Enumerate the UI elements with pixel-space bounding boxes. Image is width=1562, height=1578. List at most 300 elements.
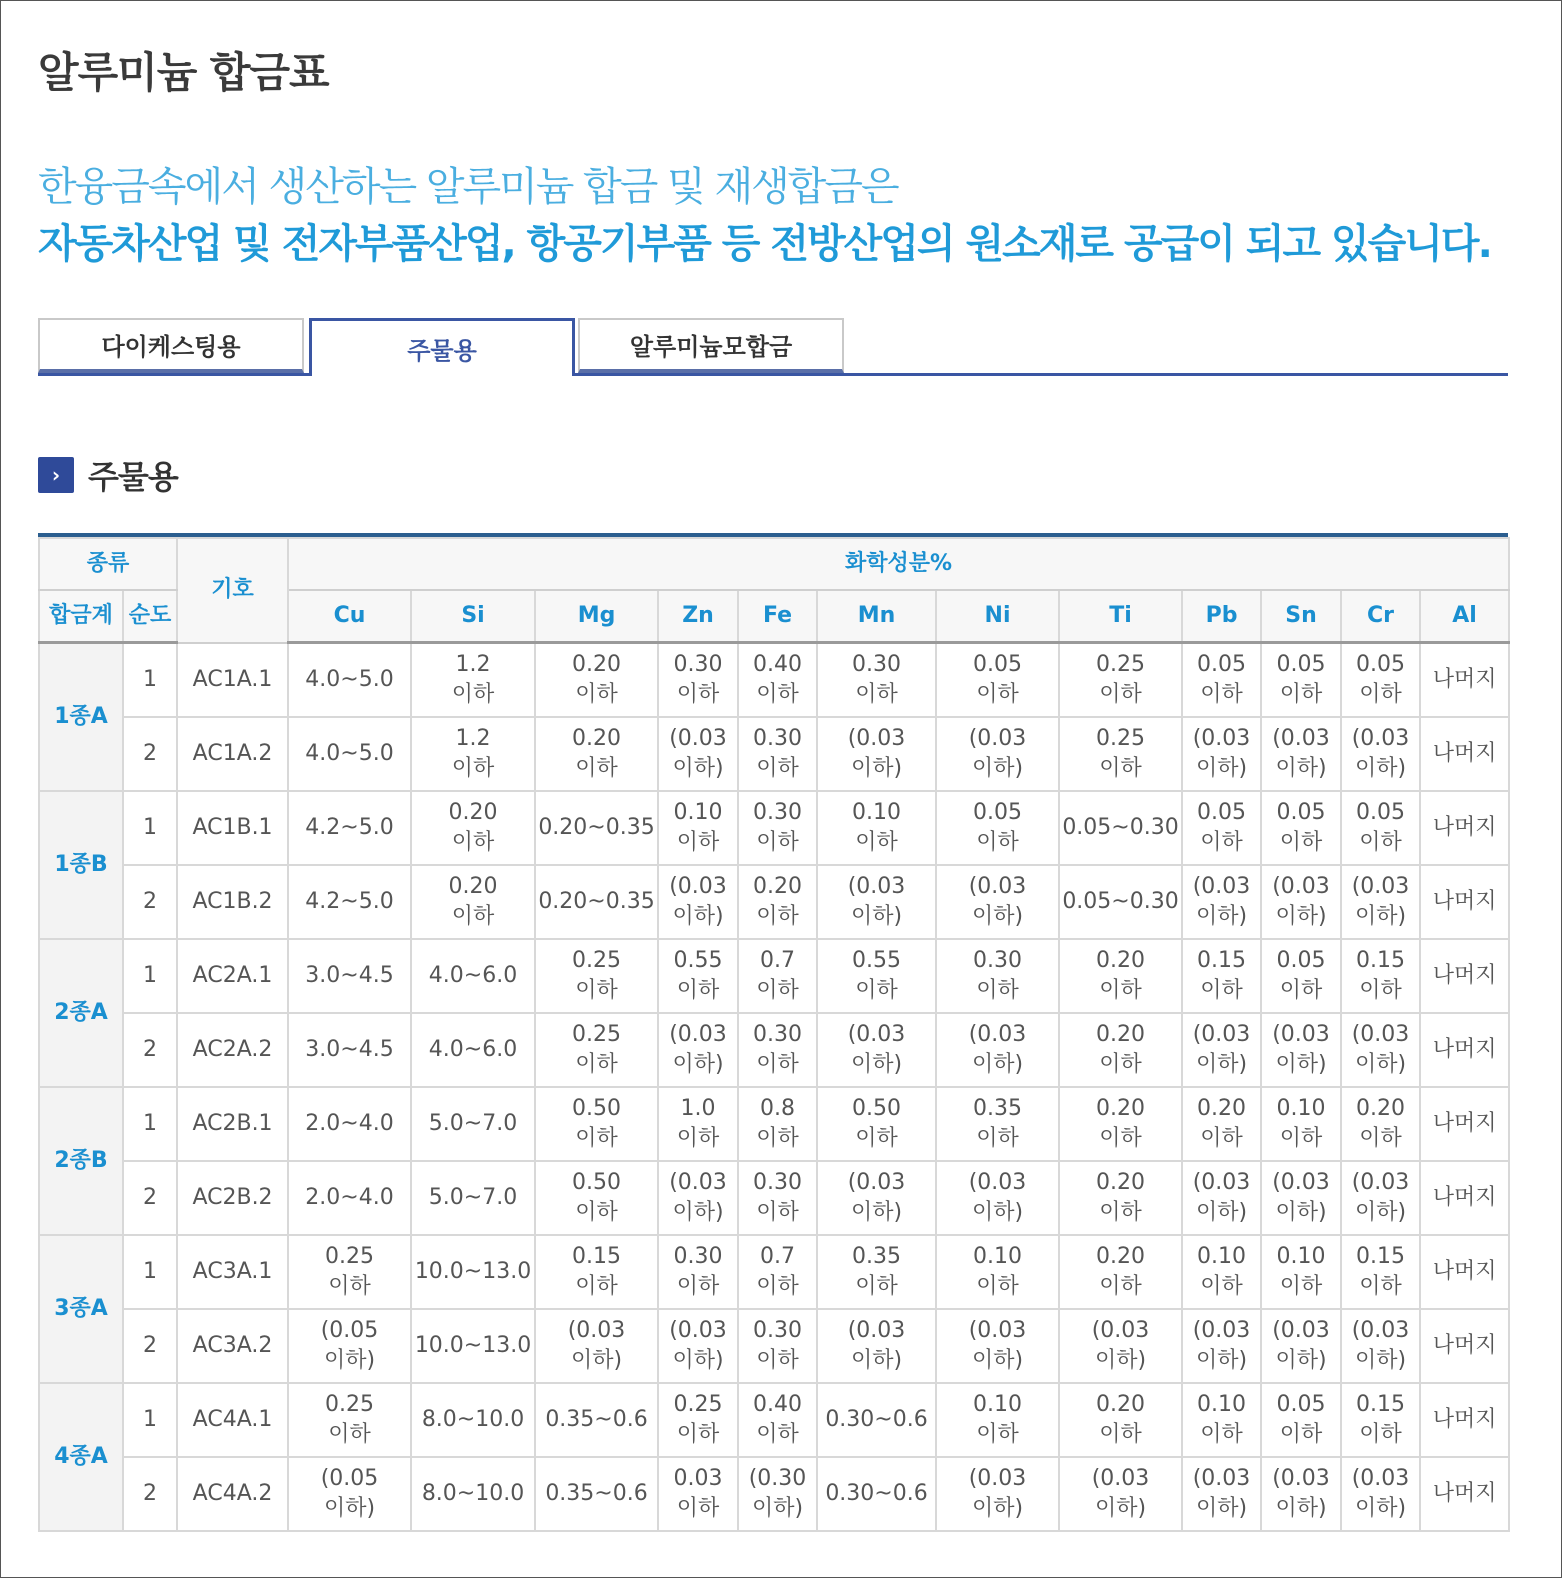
cell-text: 0.20 bbox=[448, 800, 498, 825]
composition-cell bbox=[1341, 1235, 1420, 1309]
cell-text: 이하 bbox=[1359, 682, 1402, 707]
cell-text: 0.25 bbox=[1096, 652, 1145, 677]
cell-text: (0.03 bbox=[1351, 1022, 1410, 1047]
composition-cell bbox=[411, 865, 535, 939]
cell-text: 이하 bbox=[1279, 830, 1323, 855]
composition-cell bbox=[1261, 1013, 1341, 1087]
cell-text: 0.35~0.6 bbox=[545, 1407, 648, 1432]
cell-text: 이하) bbox=[971, 1348, 1024, 1373]
composition-cell bbox=[1341, 643, 1420, 718]
composition-cell bbox=[1059, 717, 1182, 791]
composition-cell bbox=[936, 791, 1059, 865]
purity-cell: 1 bbox=[123, 1235, 177, 1309]
composition-cell bbox=[1341, 717, 1420, 791]
cell-text: (0.03 bbox=[1272, 1318, 1330, 1343]
composition-cell bbox=[658, 939, 738, 1013]
cell-text: 0.10 bbox=[973, 1244, 1022, 1269]
cell-text: 5.0~7.0 bbox=[428, 1111, 518, 1136]
composition-cell bbox=[738, 865, 817, 939]
symbol-cell: AC2B.1 bbox=[177, 1087, 288, 1161]
tab-master-alloy[interactable]: 알루미늄모합금 bbox=[578, 318, 844, 373]
composition-cell bbox=[1182, 1161, 1261, 1235]
cell-text: 나머지 bbox=[1432, 889, 1497, 914]
symbol-cell: AC2A.2 bbox=[177, 1013, 288, 1087]
cell-text: 이하 bbox=[328, 1274, 371, 1299]
tab-casting[interactable]: 주물용 bbox=[309, 318, 575, 376]
cell-text: 0.20 bbox=[448, 874, 498, 899]
cell-text: 0.20 bbox=[1096, 1244, 1145, 1269]
purity-cell: 1 bbox=[123, 643, 177, 718]
cell-text: 이하 bbox=[976, 1274, 1019, 1299]
composition-cell bbox=[817, 1383, 936, 1457]
composition-cell bbox=[817, 1087, 936, 1161]
cell-text: (0.03 bbox=[968, 1022, 1027, 1047]
header-element: Mg bbox=[535, 590, 658, 643]
cell-text: 이하) bbox=[1275, 1496, 1327, 1521]
composition-cell bbox=[535, 865, 658, 939]
cell-text: 이하 bbox=[1359, 1126, 1402, 1151]
cell-text: 이하) bbox=[1094, 1348, 1147, 1373]
symbol-cell: AC4A.2 bbox=[177, 1457, 288, 1531]
composition-cell bbox=[1182, 939, 1261, 1013]
cell-text: 0.20 bbox=[1096, 948, 1145, 973]
composition-cell bbox=[1261, 1161, 1341, 1235]
cell-text: (0.03 bbox=[847, 726, 906, 751]
cell-text: 이하 bbox=[1359, 1274, 1402, 1299]
cell-text: 0.20 bbox=[1356, 1096, 1405, 1121]
composition-cell bbox=[535, 1087, 658, 1161]
composition-cell bbox=[1261, 1383, 1341, 1457]
composition-cell bbox=[288, 865, 411, 939]
cell-text: 이하 bbox=[1099, 1200, 1142, 1225]
cell-text: 4.0~6.0 bbox=[428, 1037, 518, 1062]
cell-text: (0.03 bbox=[1091, 1318, 1150, 1343]
symbol-cell: AC2A.1 bbox=[177, 939, 288, 1013]
composition-cell bbox=[658, 1309, 738, 1383]
cell-text: 이하 bbox=[756, 978, 799, 1003]
cell-text: 0.10 bbox=[1276, 1244, 1326, 1269]
cell-text: 4.2~5.0 bbox=[305, 889, 394, 914]
cell-text: 0.15 bbox=[1356, 948, 1405, 973]
cell-text: 이하 bbox=[1099, 1126, 1142, 1151]
composition-cell bbox=[1341, 1161, 1420, 1235]
cell-text: (0.03 bbox=[1192, 726, 1251, 751]
cell-text: 이하 bbox=[676, 1422, 720, 1447]
symbol-cell: AC4A.1 bbox=[177, 1383, 288, 1457]
cell-text: (0.03 bbox=[669, 1318, 727, 1343]
cell-text: 이하 bbox=[451, 904, 495, 929]
cell-text: 0.50 bbox=[852, 1096, 901, 1121]
cell-text: (0.03 bbox=[968, 1466, 1027, 1491]
cell-text: 나머지 bbox=[1432, 1259, 1497, 1284]
cell-text: 0.20 bbox=[572, 726, 621, 751]
composition-cell bbox=[738, 1161, 817, 1235]
composition-cell bbox=[738, 1457, 817, 1531]
composition-cell bbox=[1341, 939, 1420, 1013]
table-row bbox=[39, 1235, 1509, 1309]
cell-text: 이하 bbox=[1200, 1422, 1243, 1447]
cell-text: 이하 bbox=[451, 830, 495, 855]
cell-text: 0.15 bbox=[1356, 1392, 1405, 1417]
composition-cell bbox=[288, 939, 411, 1013]
section-heading bbox=[38, 452, 178, 498]
cell-text: 이하 bbox=[976, 1126, 1019, 1151]
composition-cell bbox=[936, 717, 1059, 791]
cell-text: (0.03 bbox=[1351, 726, 1410, 751]
cell-text: 0.15 bbox=[572, 1244, 621, 1269]
symbol-cell: AC1A.1 bbox=[177, 643, 288, 718]
cell-text: 0.05 bbox=[1356, 800, 1405, 825]
composition-cell bbox=[817, 1161, 936, 1235]
composition-cell bbox=[1420, 1309, 1509, 1383]
cell-text: 0.10 bbox=[1276, 1096, 1326, 1121]
composition-cell bbox=[288, 717, 411, 791]
cell-text: 이하 bbox=[855, 978, 898, 1003]
cell-text: 이하) bbox=[1354, 904, 1407, 929]
cell-text: 이하 bbox=[1279, 978, 1323, 1003]
composition-cell bbox=[1341, 791, 1420, 865]
cell-text: 0.05 bbox=[1276, 948, 1326, 973]
composition-cell bbox=[1341, 1457, 1420, 1531]
composition-cell bbox=[1059, 1161, 1182, 1235]
cell-text: 이하 bbox=[575, 1052, 618, 1077]
cell-text: 0.20 bbox=[1197, 1096, 1246, 1121]
composition-cell bbox=[411, 1235, 535, 1309]
cell-text: 10.0~13.0 bbox=[414, 1333, 532, 1358]
tab-diecasting[interactable]: 다이케스팅용 bbox=[38, 318, 304, 373]
cell-text: 0.55 bbox=[852, 948, 901, 973]
intro-line-2: 자동차산업 및 전자부품산업, 항공기부품 등 전방산업의 원소재로 공급이 되고 있습니다. bbox=[38, 221, 1491, 267]
cell-text: 이하 bbox=[575, 682, 618, 707]
table-row bbox=[39, 939, 1509, 1013]
table-row bbox=[39, 1457, 1509, 1531]
alloy-series-cell: 2종A bbox=[39, 939, 123, 1087]
symbol-cell: AC3A.1 bbox=[177, 1235, 288, 1309]
cell-text: 이하 bbox=[855, 682, 898, 707]
cell-text: 이하 bbox=[451, 756, 495, 781]
header-chem: 화학성분% bbox=[288, 538, 1509, 590]
composition-cell bbox=[288, 1087, 411, 1161]
composition-cell bbox=[1341, 1383, 1420, 1457]
composition-cell bbox=[1059, 1309, 1182, 1383]
cell-text: 이하) bbox=[971, 756, 1024, 781]
cell-text: 0.05 bbox=[1276, 800, 1326, 825]
cell-text: 이하 bbox=[676, 682, 720, 707]
cell-text: 이하) bbox=[850, 904, 903, 929]
composition-cell bbox=[1182, 717, 1261, 791]
cell-text: 이하 bbox=[756, 1274, 799, 1299]
composition-cell bbox=[1420, 643, 1509, 718]
cell-text: 이하) bbox=[1275, 756, 1327, 781]
cell-text: (0.03 bbox=[968, 1318, 1027, 1343]
cell-text: 이하 bbox=[756, 1126, 799, 1151]
cell-text: 나머지 bbox=[1432, 1111, 1497, 1136]
composition-cell bbox=[411, 1383, 535, 1457]
cell-text: 5.0~7.0 bbox=[428, 1185, 518, 1210]
composition-cell bbox=[658, 1161, 738, 1235]
table-row bbox=[39, 1087, 1509, 1161]
cell-text: 이하) bbox=[971, 904, 1024, 929]
composition-cell bbox=[738, 1309, 817, 1383]
cell-text: 이하 bbox=[676, 1496, 720, 1521]
cell-text: 0.20 bbox=[1096, 1392, 1145, 1417]
composition-cell bbox=[1261, 791, 1341, 865]
cell-text: 0.7 bbox=[760, 948, 796, 973]
purity-cell: 1 bbox=[123, 791, 177, 865]
header-series: 합금계 bbox=[39, 590, 123, 643]
cell-text: 이하) bbox=[1354, 1052, 1407, 1077]
cell-text: 8.0~10.0 bbox=[421, 1407, 525, 1432]
purity-cell: 2 bbox=[123, 717, 177, 791]
purity-cell: 1 bbox=[123, 1383, 177, 1457]
cell-text: 이하) bbox=[850, 1052, 903, 1077]
composition-cell bbox=[936, 939, 1059, 1013]
cell-text: 이하) bbox=[1195, 756, 1248, 781]
composition-cell bbox=[288, 1161, 411, 1235]
composition-cell bbox=[288, 1013, 411, 1087]
composition-cell bbox=[1341, 1087, 1420, 1161]
table-row bbox=[39, 1309, 1509, 1383]
cell-text: 이하 bbox=[855, 1274, 898, 1299]
composition-cell bbox=[288, 1383, 411, 1457]
composition-cell bbox=[1420, 717, 1509, 791]
cell-text: 이하 bbox=[756, 830, 799, 855]
cell-text: 0.50 bbox=[572, 1096, 621, 1121]
cell-text: 이하) bbox=[1354, 1200, 1407, 1225]
cell-text: 이하 bbox=[1359, 978, 1402, 1003]
symbol-cell: AC2B.2 bbox=[177, 1161, 288, 1235]
purity-cell: 2 bbox=[123, 1013, 177, 1087]
cell-text: (0.03 bbox=[847, 1318, 906, 1343]
cell-text: 이하 bbox=[1200, 830, 1243, 855]
alloy-series-cell: 1종B bbox=[39, 791, 123, 939]
cell-text: 0.30 bbox=[673, 652, 723, 677]
purity-cell: 2 bbox=[123, 865, 177, 939]
cell-text: 0.20~0.35 bbox=[538, 889, 655, 914]
cell-text: 0.55 bbox=[673, 948, 723, 973]
table-row bbox=[39, 643, 1509, 718]
cell-text: 0.05 bbox=[1197, 800, 1246, 825]
table-row bbox=[39, 1013, 1509, 1087]
composition-cell bbox=[1182, 865, 1261, 939]
cell-text: 나머지 bbox=[1432, 1185, 1497, 1210]
cell-text: 0.20 bbox=[572, 652, 621, 677]
composition-cell bbox=[1261, 1235, 1341, 1309]
page-title: 알루미늄 합금표 bbox=[38, 48, 329, 97]
alloy-table-wrapper bbox=[38, 533, 1508, 1532]
composition-cell bbox=[1261, 939, 1341, 1013]
composition-cell bbox=[535, 1457, 658, 1531]
composition-cell bbox=[411, 1457, 535, 1531]
cell-text: 0.10 bbox=[973, 1392, 1022, 1417]
cell-text: 나머지 bbox=[1432, 667, 1497, 692]
cell-text: 0.30~0.6 bbox=[825, 1407, 928, 1432]
cell-text: 이하 bbox=[976, 1422, 1019, 1447]
composition-cell bbox=[936, 1457, 1059, 1531]
cell-text: (0.03 bbox=[968, 1170, 1027, 1195]
header-kind: 종류 bbox=[39, 538, 177, 590]
cell-text: (0.03 bbox=[1192, 1318, 1251, 1343]
cell-text: 이하) bbox=[570, 1348, 623, 1373]
composition-cell bbox=[817, 791, 936, 865]
cell-text: 이하 bbox=[1359, 1422, 1402, 1447]
cell-text: 0.20 bbox=[1096, 1170, 1145, 1195]
cell-text: (0.05 bbox=[320, 1466, 379, 1491]
table-row bbox=[39, 1383, 1509, 1457]
composition-cell bbox=[936, 1087, 1059, 1161]
cell-text: (0.03 bbox=[669, 726, 727, 751]
cell-text: 0.05~0.30 bbox=[1062, 889, 1179, 914]
alloy-series-cell: 1종A bbox=[39, 643, 123, 792]
cell-text: 3.0~4.5 bbox=[305, 1037, 394, 1062]
cell-text: 0.15 bbox=[1356, 1244, 1405, 1269]
cell-text: 이하) bbox=[672, 1348, 724, 1373]
cell-text: 이하 bbox=[855, 1126, 898, 1151]
composition-cell bbox=[535, 791, 658, 865]
header-element: Sn bbox=[1261, 590, 1341, 643]
cell-text: 이하) bbox=[1275, 904, 1327, 929]
cell-text: 0.05 bbox=[1276, 1392, 1326, 1417]
composition-cell bbox=[817, 717, 936, 791]
purity-cell: 1 bbox=[123, 1087, 177, 1161]
cell-text: 이하 bbox=[1099, 978, 1142, 1003]
symbol-cell: AC3A.2 bbox=[177, 1309, 288, 1383]
cell-text: 이하 bbox=[756, 756, 799, 781]
cell-text: 이하) bbox=[1094, 1496, 1147, 1521]
cell-text: 0.40 bbox=[753, 652, 802, 677]
cell-text: 이하) bbox=[323, 1496, 376, 1521]
cell-text: 0.35~0.6 bbox=[545, 1481, 648, 1506]
cell-text: 0.10 bbox=[1197, 1244, 1246, 1269]
cell-text: 이하 bbox=[1099, 682, 1142, 707]
composition-cell bbox=[411, 791, 535, 865]
composition-cell bbox=[1341, 1013, 1420, 1087]
cell-text: 0.25 bbox=[325, 1244, 374, 1269]
cell-text: (0.03 bbox=[1192, 1022, 1251, 1047]
cell-text: 이하 bbox=[575, 1200, 618, 1225]
purity-cell: 2 bbox=[123, 1309, 177, 1383]
cell-text: (0.03 bbox=[1351, 874, 1410, 899]
cell-text: 이하 bbox=[756, 904, 799, 929]
cell-text: 이하 bbox=[575, 1126, 618, 1151]
composition-cell bbox=[1059, 939, 1182, 1013]
composition-cell bbox=[1182, 1383, 1261, 1457]
cell-text: (0.03 bbox=[847, 1170, 906, 1195]
cell-text: 8.0~10.0 bbox=[421, 1481, 525, 1506]
composition-cell bbox=[1420, 791, 1509, 865]
composition-cell bbox=[936, 643, 1059, 718]
chevron-right-icon: › bbox=[38, 457, 74, 493]
cell-text: 0.30 bbox=[673, 1244, 723, 1269]
composition-cell bbox=[1182, 1087, 1261, 1161]
composition-cell bbox=[817, 865, 936, 939]
cell-text: (0.03 bbox=[669, 874, 727, 899]
cell-text: 이하 bbox=[756, 1052, 799, 1077]
cell-text: 이하) bbox=[672, 756, 724, 781]
cell-text: 이하) bbox=[850, 1348, 903, 1373]
cell-text: 0.25 bbox=[325, 1392, 374, 1417]
composition-cell bbox=[658, 717, 738, 791]
cell-text: 이하) bbox=[1354, 1348, 1407, 1373]
composition-cell bbox=[535, 717, 658, 791]
cell-text: 이하 bbox=[976, 978, 1019, 1003]
cell-text: 이하 bbox=[676, 1274, 720, 1299]
cell-text: 0.15 bbox=[1197, 948, 1246, 973]
cell-text: 나머지 bbox=[1432, 1037, 1497, 1062]
composition-cell bbox=[288, 1309, 411, 1383]
composition-cell bbox=[1182, 1457, 1261, 1531]
cell-text: 이하) bbox=[1275, 1348, 1327, 1373]
cell-text: 0.05 bbox=[973, 800, 1022, 825]
composition-cell bbox=[411, 1087, 535, 1161]
cell-text: 0.25 bbox=[673, 1392, 723, 1417]
cell-text: 이하 bbox=[1099, 1422, 1142, 1447]
cell-text: 0.30 bbox=[753, 800, 802, 825]
composition-cell bbox=[817, 1235, 936, 1309]
cell-text: 이하 bbox=[676, 1126, 720, 1151]
cell-text: 이하 bbox=[451, 682, 495, 707]
section-title: 주물용 bbox=[88, 458, 178, 496]
cell-text: 나머지 bbox=[1432, 1481, 1497, 1506]
composition-cell bbox=[1059, 791, 1182, 865]
cell-text: 0.25 bbox=[572, 1022, 621, 1047]
composition-cell bbox=[936, 865, 1059, 939]
cell-text: (0.03 bbox=[1192, 1466, 1251, 1491]
cell-text: 이하 bbox=[1200, 978, 1243, 1003]
cell-text: 이하 bbox=[756, 1422, 799, 1447]
header-element: Ni bbox=[936, 590, 1059, 643]
cell-text: 0.25 bbox=[1096, 726, 1145, 751]
header-element: Cr bbox=[1341, 590, 1420, 643]
composition-cell bbox=[1182, 791, 1261, 865]
cell-text: 0.40 bbox=[753, 1392, 802, 1417]
cell-text: 나머지 bbox=[1432, 741, 1497, 766]
composition-cell bbox=[288, 1457, 411, 1531]
cell-text: 이하 bbox=[1099, 756, 1142, 781]
alloy-series-cell: 2종B bbox=[39, 1087, 123, 1235]
header-element: Zn bbox=[658, 590, 738, 643]
composition-cell bbox=[738, 1235, 817, 1309]
composition-cell bbox=[658, 1013, 738, 1087]
cell-text: (0.03 bbox=[1272, 1170, 1330, 1195]
composition-cell bbox=[1059, 1087, 1182, 1161]
cell-text: 이하) bbox=[971, 1200, 1024, 1225]
cell-text: 이하) bbox=[1354, 1496, 1407, 1521]
intro-line-1: 한융금속에서 생산하는 알루미늄 합금 및 재생합금은 bbox=[38, 164, 898, 210]
cell-text: 나머지 bbox=[1432, 815, 1497, 840]
cell-text: 이하) bbox=[1195, 904, 1248, 929]
composition-cell bbox=[1261, 865, 1341, 939]
cell-text: 0.20 bbox=[753, 874, 802, 899]
composition-cell bbox=[1420, 865, 1509, 939]
composition-cell bbox=[535, 1383, 658, 1457]
composition-cell bbox=[1182, 643, 1261, 718]
composition-cell bbox=[817, 1309, 936, 1383]
composition-cell bbox=[1420, 1087, 1509, 1161]
cell-text: 0.10 bbox=[1197, 1392, 1246, 1417]
composition-cell bbox=[1420, 1161, 1509, 1235]
cell-text: (0.03 bbox=[968, 874, 1027, 899]
composition-cell bbox=[1261, 1457, 1341, 1531]
cell-text: 이하 bbox=[676, 978, 720, 1003]
cell-text: 나머지 bbox=[1432, 1407, 1497, 1432]
cell-text: 이하 bbox=[328, 1422, 371, 1447]
cell-text: 이하 bbox=[575, 978, 618, 1003]
composition-cell bbox=[535, 939, 658, 1013]
composition-cell bbox=[936, 1383, 1059, 1457]
cell-text: 이하 bbox=[1279, 1422, 1323, 1447]
cell-text: 3.0~4.5 bbox=[305, 963, 394, 988]
